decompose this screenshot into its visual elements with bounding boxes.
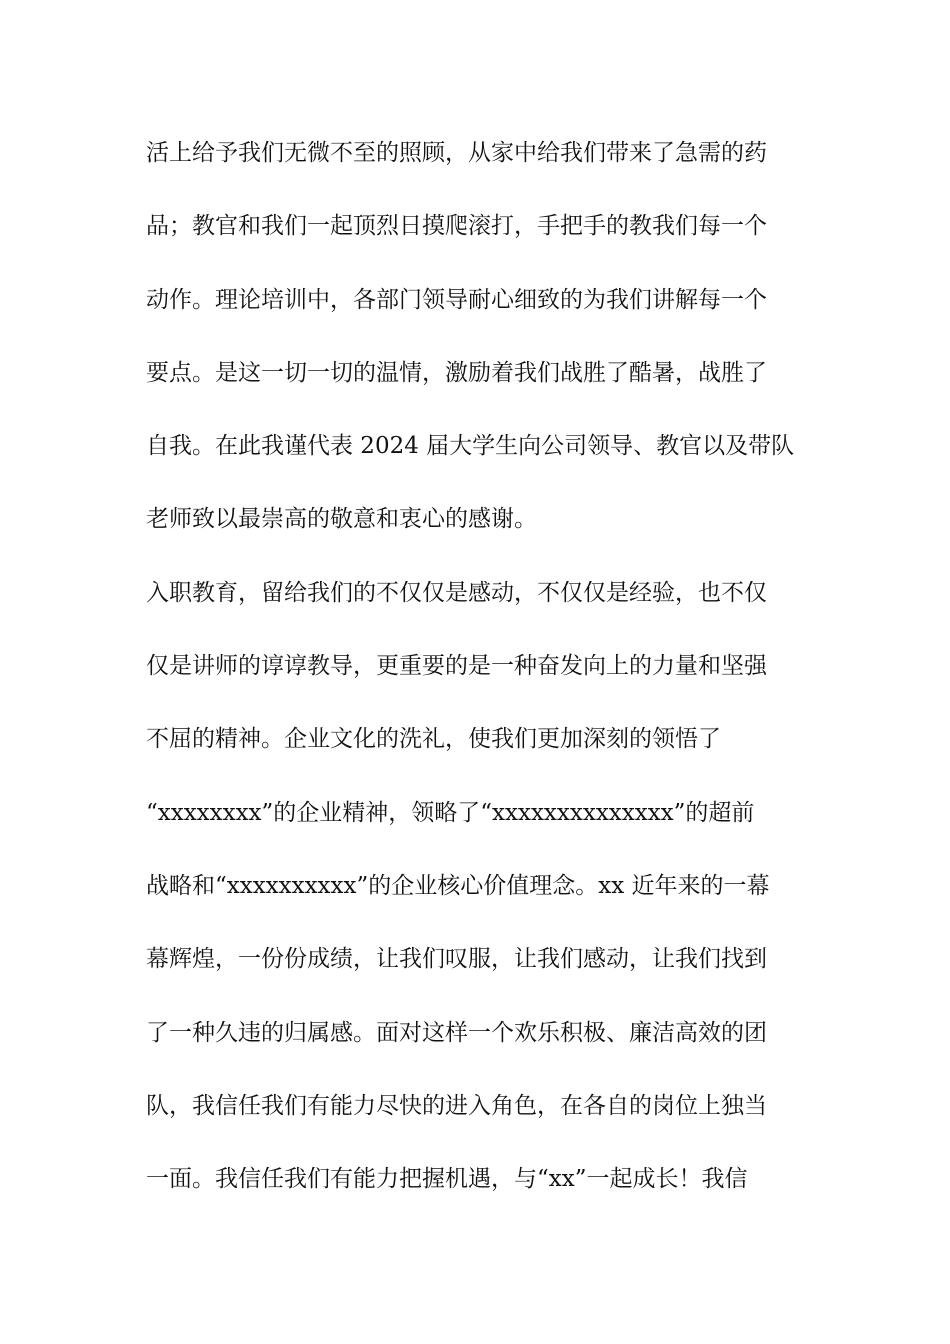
text-line: 要点。是这一切一切的温情，激励着我们战胜了酷暑，战胜了	[146, 359, 767, 386]
text-line: 自我。在此我谨代表 2024 届大学生向公司领导、教官以及带队	[146, 433, 795, 460]
body-text	[146, 130, 806, 1229]
text-line: 活上给予我们无微不至的照顾，从家中给我们带来了急需的药	[146, 140, 767, 166]
text-line: 不屈的精神。企业文化的洗礼，使我们更加深刻的领悟了	[146, 726, 721, 753]
text-line: 动作。理论培训中，各部门领导耐心细致的为我们讲解每一个	[146, 286, 767, 313]
text-line: 老师致以最崇高的敬意和衷心的感谢。	[146, 506, 537, 533]
text-line: 了一种久违的归属感。面对这样一个欢乐积极、廉洁高效的团	[146, 1019, 767, 1046]
text-line: 战略和“xxxxxxxxxx”的企业核心价值理念。xx 近年来的一幕	[146, 872, 770, 899]
text-line: “xxxxxxxx”的企业精神，领略了“xxxxxxxxxxxxxx”的超前	[146, 799, 755, 826]
text-line: 入职教育，留给我们的不仅仅是感动，不仅仅是经验，也不仅	[146, 579, 767, 606]
text-line: 幕辉煌，一份份成绩，让我们叹服，让我们感动，让我们找到	[146, 946, 767, 973]
text-line: 一面。我信任我们有能力把握机遇，与“xx”一起成长！我信	[146, 1166, 748, 1193]
text-line: 品；教官和我们一起顶烈日摸爬滚打，手把手的教我们每一个	[146, 213, 767, 240]
text-line: 仅是讲师的谆谆教导，更重要的是一种奋发向上的力量和坚强	[146, 653, 767, 680]
text-line: 队，我信任我们有能力尽快的进入角色，在各自的岗位上独当	[146, 1092, 767, 1119]
